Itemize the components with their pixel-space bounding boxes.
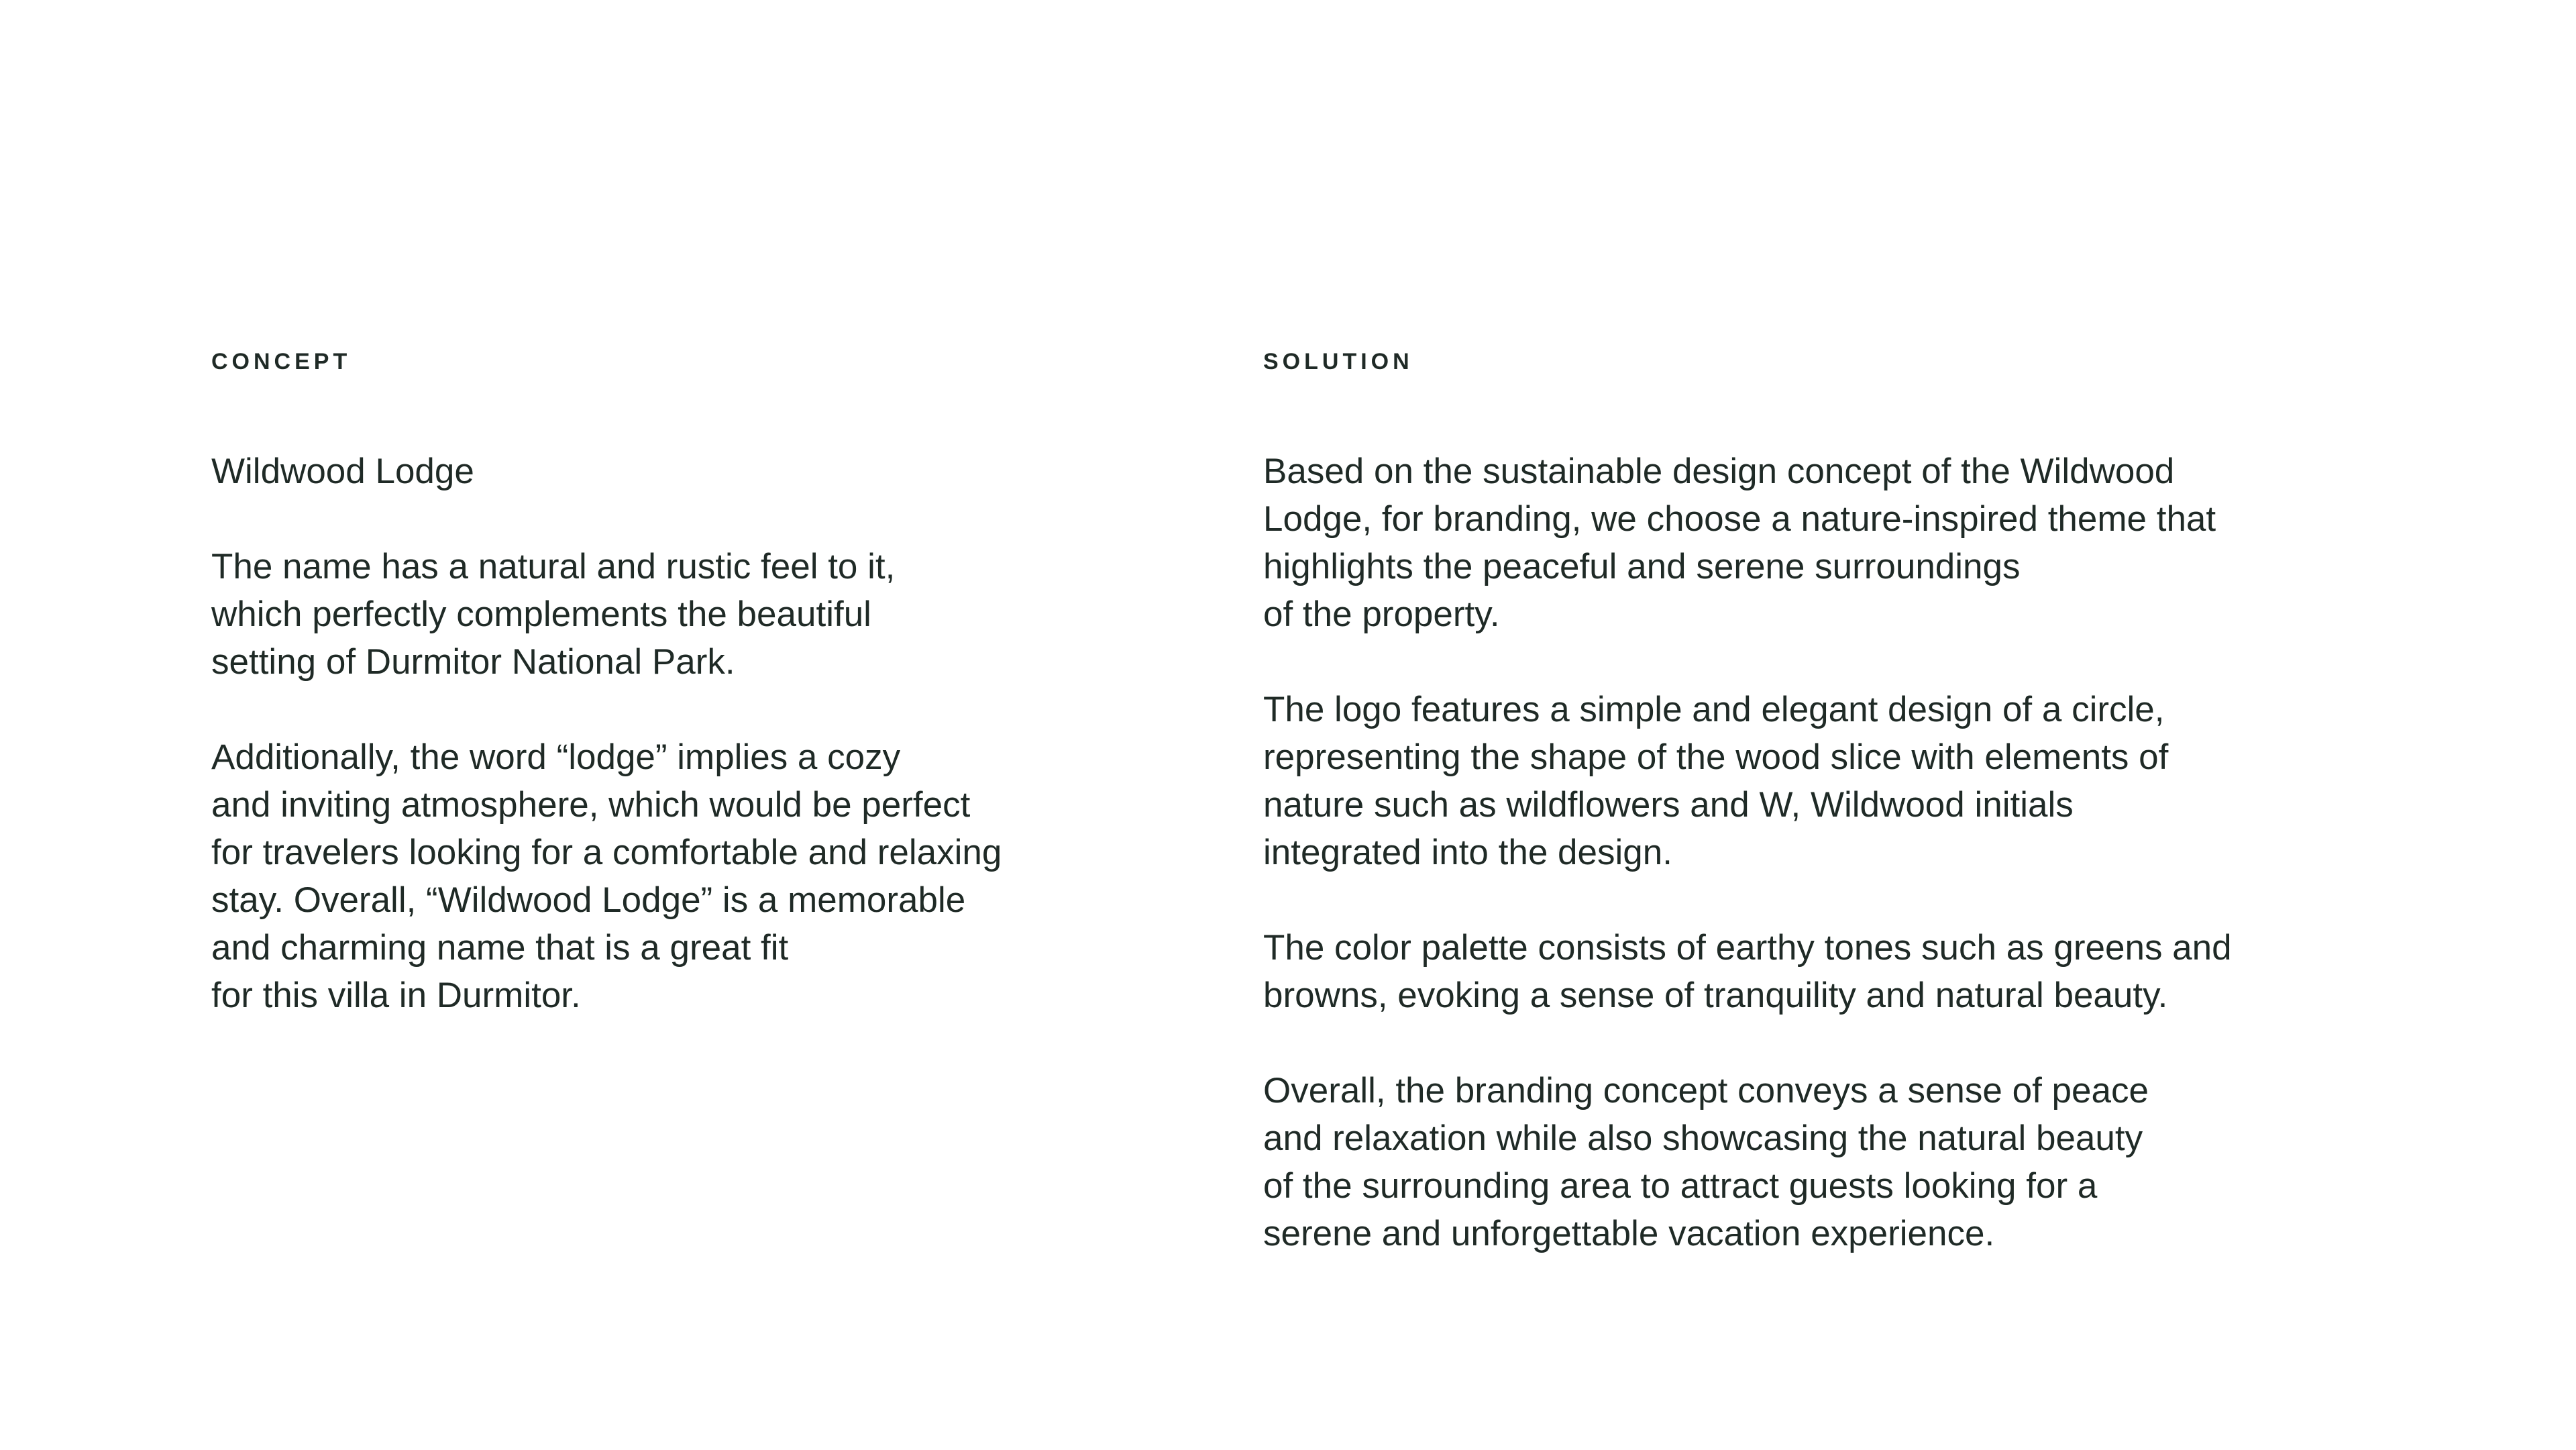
text-line: stay. Overall, “Wildwood Lodge” is a memorable	[211, 880, 966, 920]
text-line: Lodge, for branding, we choose a nature-inspired theme that	[1263, 499, 2216, 539]
text-line: The logo features a simple and elegant design of a circle,	[1263, 690, 2165, 729]
text-line: and relaxation while also showcasing the natural beauty	[1263, 1119, 2143, 1158]
text-line: Based on the sustainable design concept of the Wildwood	[1263, 452, 2175, 491]
text-line: highlights the peaceful and serene surroundings	[1263, 547, 2021, 586]
solution-column	[1263, 346, 2404, 1305]
solution-paragraph-4	[1263, 1067, 2404, 1257]
text-line: of the property.	[1263, 594, 1500, 634]
concept-body	[211, 448, 1150, 1019]
text-line: for travelers looking for a comfortable and relaxing	[211, 833, 1002, 872]
text-line: for this villa in Durmitor.	[211, 976, 581, 1015]
concept-paragraph-2	[211, 733, 1150, 1019]
text-line: nature such as wildflowers and W, Wildwood initials	[1263, 785, 2074, 825]
text-line: setting of Durmitor National Park.	[211, 642, 735, 682]
text-line: which perfectly complements the beautiful	[211, 594, 871, 634]
text-line: browns, evoking a sense of tranquility and natural beauty.	[1263, 976, 2168, 1015]
concept-column	[211, 346, 1150, 1067]
text-line: serene and unforgettable vacation experience.	[1263, 1214, 1995, 1253]
text-line: representing the shape of the wood slice with elements of	[1263, 737, 2169, 777]
text-line: Additionally, the word “lodge” implies a cozy	[211, 737, 901, 777]
text-line: of the surrounding area to attract guests looking for a	[1263, 1166, 2098, 1206]
text-line: The color palette consists of earthy tones such as greens and	[1263, 928, 2232, 968]
solution-paragraph-2	[1263, 686, 2404, 876]
text-line: and charming name that is a great fit	[211, 928, 789, 968]
text-line: The name has a natural and rustic feel to it,	[211, 547, 896, 586]
text-line: Overall, the branding concept conveys a sense of peace	[1263, 1071, 2149, 1110]
solution-paragraph-1	[1263, 448, 2404, 638]
concept-label: CONCEPT	[211, 349, 352, 374]
solution-paragraph-3	[1263, 924, 2404, 1019]
concept-paragraph-1	[211, 543, 1150, 686]
concept-title: Wildwood Lodge	[211, 452, 474, 491]
solution-label: SOLUTION	[1263, 349, 1413, 374]
text-line: and inviting atmosphere, which would be perfect	[211, 785, 971, 825]
text-line: integrated into the design.	[1263, 833, 1672, 872]
solution-body	[1263, 448, 2404, 1257]
